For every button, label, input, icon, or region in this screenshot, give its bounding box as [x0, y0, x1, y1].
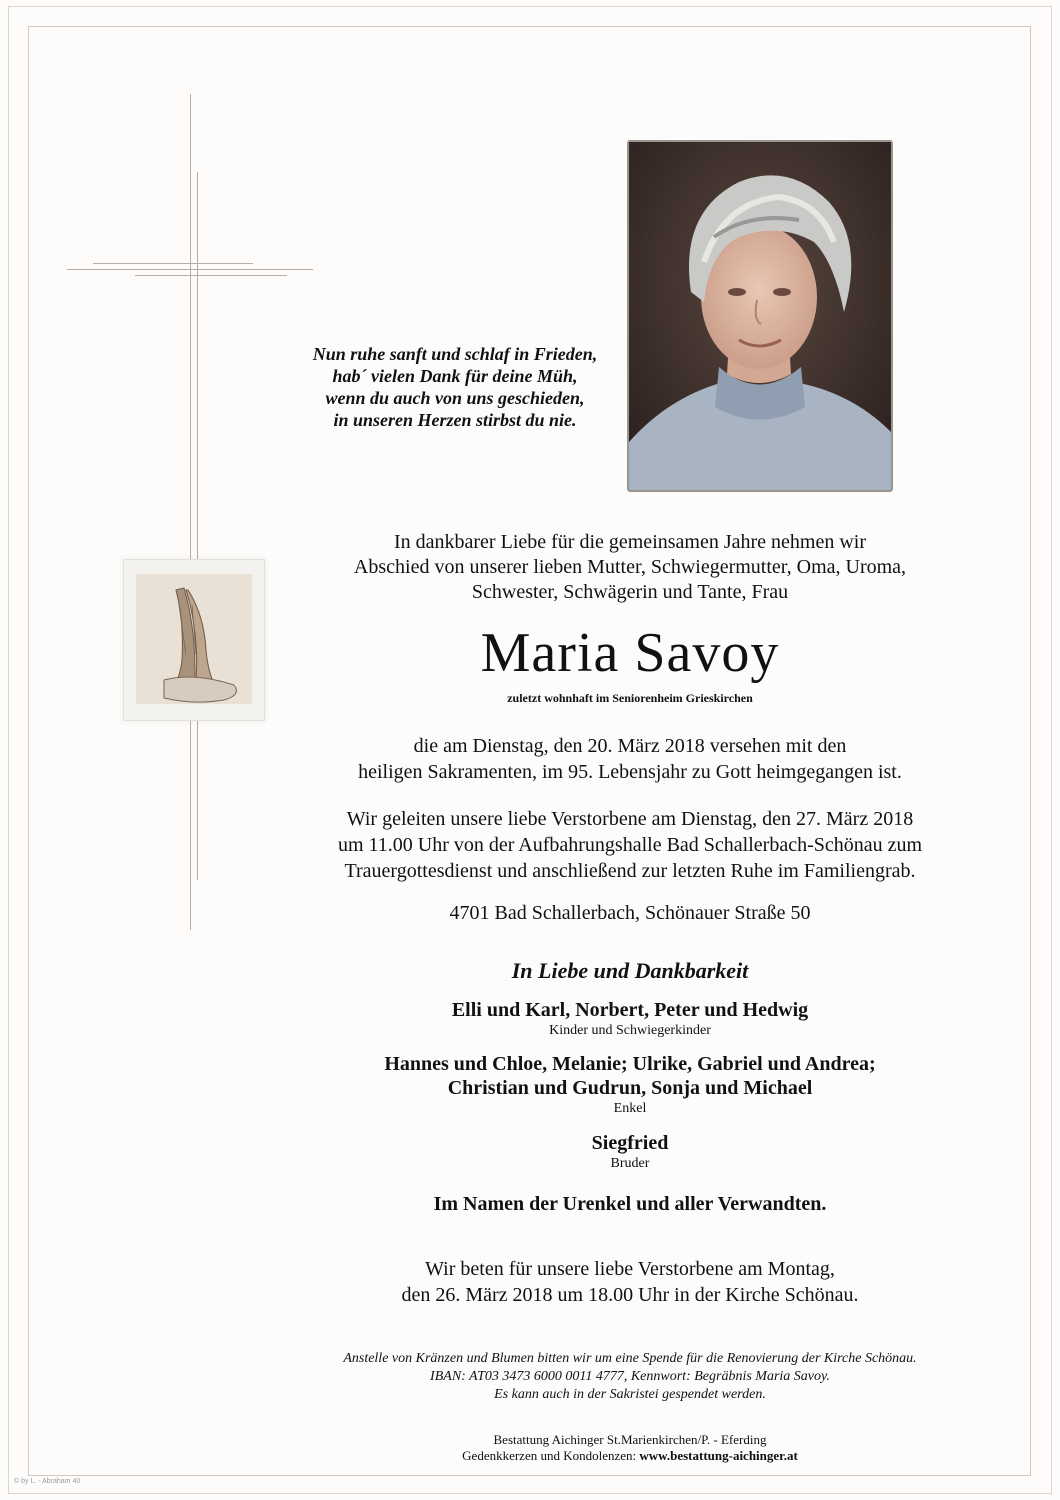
prayer-line: Wir beten für unsere liebe Verstorbene am Montag, [425, 1258, 835, 1280]
donation-line: IBAN: AT03 3473 6000 0011 4777, Kennwort: Begräbnis Maria Savoy. [430, 1369, 830, 1384]
intro-line: Schwester, Schwägerin und Tante, Frau [471, 581, 789, 603]
website-link[interactable]: www.bestattung-aichinger.at [639, 1448, 798, 1463]
prayer-line: den 26. März 2018 um 18.00 Uhr in der Kirche Schönau. [401, 1284, 859, 1306]
deceased-name: Maria Savoy [480, 622, 780, 684]
mourner-role: Kinder und Schwiegerkinder [549, 1023, 711, 1038]
praying-hands-icon [124, 560, 264, 720]
funeral-line: um 11.00 Uhr von der Aufbahrungshalle Bad Schallerbach-Schönau zum [337, 834, 923, 856]
mourner-names: Christian und Gudrun, Sonja und Michael [447, 1077, 813, 1099]
verse-line: wenn du auch von uns geschieden, [325, 388, 585, 408]
funeral-line: Wir geleiten unsere liebe Verstorbene am Dienstag, den 27. März 2018 [346, 808, 914, 830]
funeral-details [280, 806, 980, 884]
intro-line: Abschied von unserer lieben Mutter, Schwiegermutter, Oma, Uroma, [353, 556, 907, 578]
copyright-note: © by L. - Abraham 40 [14, 1478, 81, 1485]
family-address: 4701 Bad Schallerbach, Schönauer Straße 50 [449, 902, 811, 924]
donation-request [280, 1350, 980, 1404]
portrait-illustration [629, 142, 891, 490]
mourner-names: Elli und Karl, Norbert, Peter und Hedwig [451, 999, 809, 1021]
verse-line: Nun ruhe sanft und schlaf in Frieden, [312, 344, 598, 364]
funeral-home-contact [380, 1448, 880, 1464]
verse-line: hab´ vielen Dank für deine Müh, [332, 366, 578, 386]
funeral-line: Trauergottesdienst und anschließend zur letzten Ruhe im Familiengrab. [344, 860, 916, 882]
mourner-role: Enkel [613, 1101, 647, 1116]
death-line: heiligen Sakramenten, im 95. Lebensjahr zu Gott heimgegangen ist. [358, 761, 902, 783]
mourner-group [280, 998, 980, 1039]
prayer-notice [280, 1256, 980, 1308]
intro-text [280, 530, 980, 605]
mourner-names: Hannes und Chloe, Melanie; Ulrike, Gabriel und Andrea; [384, 1053, 876, 1075]
funeral-home-name: Bestattung Aichinger St.Marienkirchen/P. - Eferding [493, 1432, 767, 1447]
memorial-verse [290, 343, 620, 431]
donation-line: Es kann auch in der Sakristei gespendet werden. [494, 1387, 766, 1402]
mourners-closing: Im Namen der Urenkel und aller Verwandten. [433, 1193, 827, 1215]
intro-line: In dankbarer Liebe für die gemeinsamen Jahre nehmen wir [393, 531, 867, 553]
contact-label: Gedenkkerzen und Kondolenzen: [462, 1448, 640, 1463]
last-residence: zuletzt wohnhaft im Seniorenheim Grieskirchen [507, 691, 753, 705]
mourner-group [280, 1131, 980, 1172]
verse-line: in unseren Herzen stirbst du nie. [333, 410, 577, 430]
death-notice [280, 733, 980, 785]
portrait-photo [627, 140, 893, 492]
donation-line: Anstelle von Kränzen und Blumen bitten wir um eine Spende für die Renovierung der Kirche Schönau. [343, 1351, 917, 1366]
funeral-home-footer [380, 1432, 880, 1464]
death-line: die am Dienstag, den 20. März 2018 versehen mit den [413, 735, 847, 757]
mourner-role: Bruder [610, 1156, 650, 1171]
mourner-group [280, 1052, 980, 1117]
mourners-heading: In Liebe und Dankbarkeit [511, 958, 749, 983]
praying-hands-image [123, 559, 265, 721]
mourner-names: Siegfried [591, 1132, 669, 1154]
